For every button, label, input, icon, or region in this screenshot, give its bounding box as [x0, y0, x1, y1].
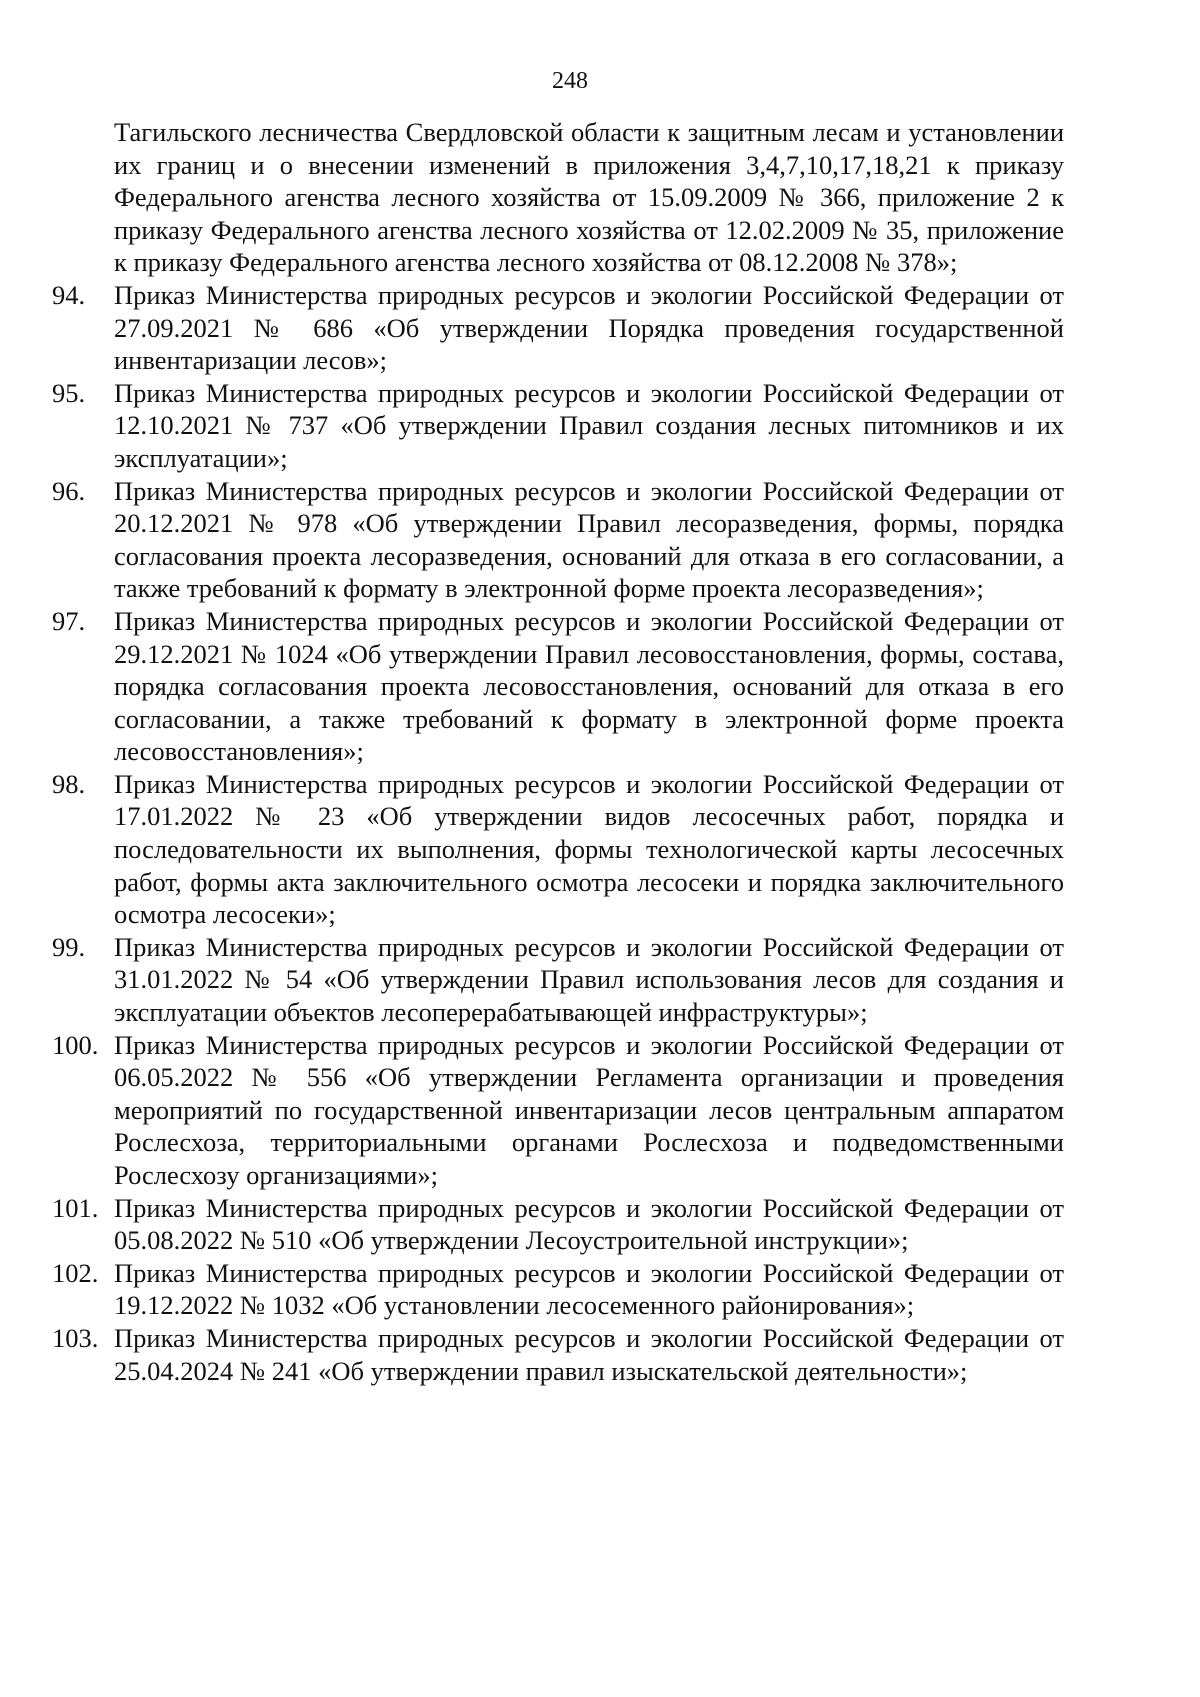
- list-item-number: 97.: [52, 605, 86, 636]
- list-item-number: 102.: [52, 1257, 99, 1288]
- list-item-number: 95.: [52, 377, 86, 408]
- list-item: [52, 768, 1064, 931]
- list-item-number: 94.: [52, 279, 86, 310]
- list-item: [52, 1192, 1064, 1257]
- list-item: [52, 1322, 1064, 1387]
- list-item-text: Приказ Министерства природных ресурсов и экологии Российской Федерации от 25.04.2024 № 241 «Об утверждении правил изыскательской деятельности»;: [114, 1322, 1064, 1386]
- list-item: [52, 475, 1064, 605]
- list-item-text: Приказ Министерства природных ресурсов и экологии Российской Федерации от 27.09.2021 № 686 «Об утверждении Порядка проведения государственной инвентаризации лесов»;: [114, 279, 1064, 376]
- list-item-text: Приказ Министерства природных ресурсов и экологии Российской Федерации от 29.12.2021 № 1024 «Об утверждении Правил лесовосстановления, формы, состава, порядка согласования проекта лесовосстановления, оснований для отказа в его согласовании, а также требований к формату в электронной форме проекта лесовосстановления»;: [114, 605, 1064, 767]
- list-item-number: 101.: [52, 1192, 99, 1223]
- list-item: [52, 1029, 1064, 1192]
- list-item: [52, 279, 1064, 377]
- list-item: [52, 1257, 1064, 1322]
- continuation-paragraph: Тагильского лесничества Свердловской области к защитным лесам и установлении их границ и о внесении изменений в приложения 3,4,7,10,17,18,21 к приказу Федерального агенства лесного хозяйства от 15.09.2009 № 366, приложение 2 к приказу Федерального агенства лесного хозяйства от 12.02.2009 № 35, приложение к приказу Федерального агенства лесного хозяйства от 08.12.2008 № 378»;: [114, 117, 1064, 278]
- list-item-text: Приказ Министерства природных ресурсов и экологии Российской Федерации от 20.12.2021 № 978 «Об утверждении Правил лесоразведения, формы, порядка согласования проекта лесоразведения, оснований для отказа в его согласовании, а также требований к формату в электронной форме проекта лесоразведения»;: [114, 475, 1064, 604]
- list-item-text: Приказ Министерства природных ресурсов и экологии Российской Федерации от 31.01.2022 № 54 «Об утверждении Правил использования лесов для создания и эксплуатации объектов лесоперерабатывающей инфраструктуры»;: [114, 931, 1064, 1028]
- list-item-number: 103.: [52, 1322, 99, 1353]
- list-item: [52, 377, 1064, 475]
- list-item-number: 100.: [52, 1029, 99, 1060]
- list-item-text: Приказ Министерства природных ресурсов и экологии Российской Федерации от 06.05.2022 № 556 «Об утверждении Регламента организации и проведения мероприятий по государственной инвентаризации лесов центральным аппаратом Рослесхоза, территориальными органами Рослесхоза и подведомственными Рослесхозу организациями»;: [114, 1029, 1064, 1190]
- list-item: [52, 605, 1064, 768]
- list-item: [52, 931, 1064, 1029]
- list-item-text: Приказ Министерства природных ресурсов и экологии Российской Федерации от 17.01.2022 № 23 «Об утверждении видов лесосечных работ, порядка и последовательности их выполнения, формы технологической карты лесосечных работ, формы акта заключительного осмотра лесосеки и порядка заключительного осмотра лесосеки»;: [114, 768, 1064, 930]
- list-item-number: 96.: [52, 475, 86, 506]
- list-item-text: Приказ Министерства природных ресурсов и экологии Российской Федерации от 12.10.2021 № 737 «Об утверждении Правил создания лесных питомников и их эксплуатации»;: [114, 377, 1064, 473]
- list-item-text: Приказ Министерства природных ресурсов и экологии Российской Федерации от 05.08.2022 № 510 «Об утверждении Лесоустроительной инструкции»;: [114, 1192, 1064, 1256]
- page-number: 248: [552, 68, 588, 94]
- list-item-text: Приказ Министерства природных ресурсов и экологии Российской Федерации от 19.12.2022 № 1032 «Об установлении лесосеменного районирования»;: [114, 1257, 1064, 1321]
- document-body: [52, 116, 1064, 1387]
- list-item-number: 98.: [52, 768, 86, 799]
- list-item-number: 99.: [52, 931, 86, 962]
